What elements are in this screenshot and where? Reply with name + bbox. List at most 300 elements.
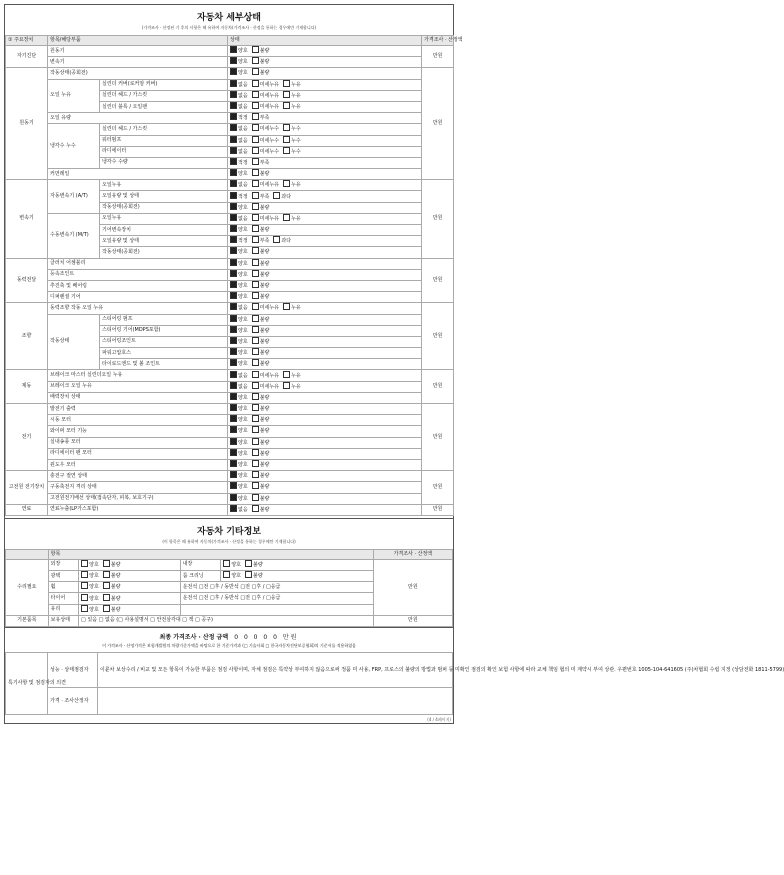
checkbox-bad[interactable] [252, 426, 259, 433]
checkbox-bad[interactable] [252, 494, 259, 501]
detail-row [6, 303, 454, 314]
checkbox-good[interactable] [230, 270, 237, 277]
status-cell[interactable] [228, 426, 422, 437]
checkbox-good[interactable] [230, 393, 237, 400]
checkbox-label: 불량 [259, 294, 270, 301]
checkbox-label: 불량 [259, 249, 270, 256]
checkbox-label: 양호 [238, 249, 248, 256]
item-cell: 변속기 [48, 57, 228, 68]
checkbox-bad[interactable] [252, 247, 259, 254]
subcategory-cell: 수동변속기 (M/T) [48, 213, 100, 258]
detail-row [6, 392, 454, 403]
checkbox-label: 없음 [238, 305, 248, 312]
section-subtitle-details: (가격조사 · 산정된 기 후의 사항은 해 유하여 자동차(가격조사 · 산정을 통하는 경우에만 기재합니다) [141, 25, 317, 30]
checkbox-bad[interactable] [252, 281, 259, 288]
status-cell[interactable] [228, 90, 422, 101]
checkbox-label: 양호 [238, 473, 248, 480]
checkbox-good[interactable] [230, 494, 237, 501]
status-cell[interactable] [228, 269, 422, 280]
category-cell: 전기 [6, 404, 48, 471]
price-cell[interactable]: 만원 [422, 471, 454, 505]
status-cell[interactable] [228, 459, 422, 470]
status-cell[interactable] [228, 180, 422, 191]
checkbox-label: 불량 [259, 271, 270, 278]
page-footnote: (4 / 4페이지) [427, 717, 451, 722]
status-cell[interactable] [228, 303, 422, 314]
checkbox-bad[interactable] [245, 560, 252, 567]
glass-status-checkboxes[interactable]: 양호 불량 [79, 604, 181, 615]
checkbox-bad[interactable] [252, 68, 259, 75]
checkbox-bad[interactable] [252, 259, 259, 266]
checkbox-label: 없음 [238, 126, 248, 133]
status-cell[interactable] [228, 113, 422, 124]
checkbox-label: 부족 [259, 115, 270, 122]
checkbox-none[interactable] [230, 147, 237, 154]
polish-status-checkboxes[interactable]: 양호 불량 [79, 571, 181, 582]
item-cell: 실린더 헤드 / 가스킷 [100, 124, 228, 135]
checkbox-none[interactable] [230, 102, 237, 109]
checkbox-good[interactable] [230, 169, 237, 176]
checkbox-label: 미세누유 [259, 104, 280, 111]
detail-row [6, 292, 454, 303]
status-cell[interactable] [228, 381, 422, 392]
checkbox-label: 불량 [259, 70, 270, 77]
subcategory-cell: 라디에이터 팬 모터 [48, 448, 228, 459]
price-cell[interactable]: 만원 [422, 504, 454, 515]
checkbox-leak[interactable] [283, 371, 290, 378]
checkbox-bad[interactable] [252, 460, 259, 467]
status-cell[interactable] [228, 225, 422, 236]
price-cell[interactable]: 만원 [422, 180, 454, 258]
checkbox-leak_water_minor[interactable] [252, 147, 259, 154]
header-status: 상태 [228, 36, 422, 46]
detail-row [6, 415, 454, 426]
detail-row [6, 169, 454, 180]
checkbox-short[interactable] [252, 192, 259, 199]
checkbox-label: 과다 [281, 238, 292, 245]
checkbox-bad[interactable] [252, 438, 259, 445]
status-cell[interactable] [228, 101, 422, 112]
category-cell: 제동 [6, 370, 48, 404]
checkbox-ok[interactable] [230, 192, 237, 199]
checkbox-label: 양호 [238, 327, 248, 334]
checkbox-bad[interactable] [252, 203, 259, 210]
checkbox-good[interactable] [230, 438, 237, 445]
status-cell[interactable] [228, 482, 422, 493]
checkbox-none[interactable] [230, 214, 237, 221]
checkbox-none[interactable] [230, 124, 237, 131]
status-cell[interactable] [228, 169, 422, 180]
detail-row [6, 57, 454, 68]
status-cell[interactable] [228, 46, 422, 57]
checkbox-label: 없음 [238, 372, 248, 379]
checkbox-leak_water_minor[interactable] [252, 136, 259, 143]
checkbox-bad[interactable] [245, 571, 252, 578]
subcategory-cell: 배력장치 상태 [48, 392, 228, 403]
final-amount[interactable]: 0 0 0 0 0 만원 [234, 634, 299, 641]
other-header-item: 항목 [48, 549, 373, 559]
status-cell[interactable] [228, 236, 422, 247]
checkbox-good[interactable] [230, 404, 237, 411]
subcategory-cell: 발전기 출력 [48, 404, 228, 415]
status-cell[interactable] [228, 280, 422, 291]
checkbox-none[interactable] [230, 303, 237, 310]
checkbox-label: 양호 [238, 227, 248, 234]
checkbox-bad[interactable] [252, 225, 259, 232]
checkbox-bad[interactable] [252, 404, 259, 411]
status-cell[interactable] [228, 370, 422, 381]
status-cell[interactable] [228, 247, 422, 258]
checkbox-bad[interactable] [103, 605, 110, 612]
checkbox-leak[interactable] [283, 214, 290, 221]
checkbox-label: 양호 [238, 350, 248, 357]
checkbox-good[interactable] [230, 281, 237, 288]
checkbox-leak_water[interactable] [283, 147, 290, 154]
subcategory-cell: 오일 유량 [48, 113, 228, 124]
checkbox-bad[interactable] [252, 393, 259, 400]
wheel-position-options[interactable]: 운전석 □전 □후 / 동반석 □전 □후 / □응급 [180, 582, 373, 593]
checkbox-none[interactable] [230, 91, 237, 98]
tire-position-options[interactable]: 운전석 □전 □후 / 동반석 □전 □후 / □응급 [180, 593, 373, 604]
basic-item-options[interactable]: □ 있음 □ 없음 (□ 사용설명서 □ 안전삼각대 □ 잭 □ 공구) [79, 615, 374, 626]
checkbox-good[interactable] [230, 359, 237, 366]
category-cell: 동력전달 [6, 258, 48, 303]
checkbox-good[interactable] [230, 460, 237, 467]
checkbox-bad[interactable] [252, 415, 259, 422]
checkbox-label: 미세누수 [259, 137, 280, 144]
section-subtitle-other: (이 항목은 해 유하여 자동차(가격조사 · 산정을 통하는 경우에만 기재합니다) [162, 538, 296, 544]
checkbox-good[interactable] [230, 348, 237, 355]
checkbox-label: 불량 [259, 428, 270, 435]
checkbox-leak_water_minor[interactable] [252, 124, 259, 131]
opinion-inspector-label: 성능 · 상태점검자 [48, 653, 98, 688]
status-cell[interactable] [228, 359, 422, 370]
checkbox-ok[interactable] [230, 236, 237, 243]
checkbox-good[interactable] [230, 57, 237, 64]
checkbox-leak[interactable] [283, 382, 290, 389]
header-item: 항목/해당부품 [48, 36, 228, 46]
item-cell: 스티어링 펌프 [100, 314, 228, 325]
checkbox-bad[interactable] [252, 471, 259, 478]
checkbox-label: 미세누유 [259, 92, 280, 99]
checkbox-label: 불량 [259, 394, 270, 401]
cleaning-status-checkboxes[interactable]: 양호 불량 [221, 571, 373, 582]
checkbox-bad[interactable] [252, 270, 259, 277]
status-cell[interactable] [228, 448, 422, 459]
checkbox-good[interactable] [230, 337, 237, 344]
detail-row [6, 314, 454, 325]
checkbox-good[interactable] [230, 482, 237, 489]
inspection-form [4, 4, 784, 724]
checkbox-label: 적정 [238, 238, 248, 245]
checkbox-bad[interactable] [252, 169, 259, 176]
item-cell: 워터펌프 [100, 135, 228, 146]
wheel-status-checkboxes[interactable]: 양호 불량 [79, 582, 181, 593]
checkbox-label: 불량 [259, 59, 270, 66]
checkbox-label: 불량 [259, 283, 270, 290]
checkbox-label: 불량 [259, 260, 270, 267]
item-cell: 냉각수 수량 [100, 157, 228, 168]
detail-row [6, 46, 454, 57]
status-cell[interactable] [228, 392, 422, 403]
checkbox-bad[interactable] [103, 594, 110, 601]
checkbox-good[interactable] [230, 415, 237, 422]
detail-row [6, 493, 454, 504]
item-cell: 기어변속장치 [100, 225, 228, 236]
repair-item-wheel: 휠 [48, 582, 78, 593]
status-cell[interactable] [228, 493, 422, 504]
status-cell[interactable] [228, 404, 422, 415]
item-cell: 오일누유 [100, 213, 228, 224]
checkbox-label: 불량 [259, 506, 270, 513]
item-cell: 오일유량 및 상태 [100, 236, 228, 247]
checkbox-leak_minor[interactable] [252, 102, 259, 109]
other-header-price: 가격조사 · 산정액 [373, 549, 452, 559]
checkbox-bad[interactable] [252, 337, 259, 344]
checkbox-good[interactable] [230, 426, 237, 433]
checkbox-leak_minor[interactable] [252, 180, 259, 187]
interior-status-checkboxes[interactable]: 양호 불량 [221, 559, 373, 570]
checkbox-leak_minor[interactable] [252, 371, 259, 378]
subcategory-cell: 시동 모터 [48, 415, 228, 426]
checkbox-good[interactable] [81, 571, 88, 578]
checkbox-bad[interactable] [252, 326, 259, 333]
header-main-device: ① 주요장치 [6, 36, 48, 46]
status-cell[interactable] [228, 292, 422, 303]
checkbox-label: 없음 [238, 383, 248, 390]
detail-row [6, 280, 454, 291]
basic-category: 기본품목 [6, 615, 49, 626]
checkbox-good[interactable] [230, 247, 237, 254]
checkbox-good[interactable] [230, 46, 237, 53]
checkbox-bad[interactable] [103, 560, 110, 567]
checkbox-leak_minor[interactable] [252, 91, 259, 98]
checkbox-label: 없음 [238, 215, 248, 222]
checkbox-bad[interactable] [252, 46, 259, 53]
status-cell[interactable] [228, 157, 422, 168]
opinion-appraiser-label: 가격 · 조사산정자 [48, 688, 98, 715]
status-cell[interactable] [228, 336, 422, 347]
checkbox-label: 과다 [281, 193, 292, 200]
item-cell: 타이로드엔드 및 볼 조인트 [100, 359, 228, 370]
status-cell[interactable] [228, 135, 422, 146]
checkbox-label: 없음 [238, 148, 248, 155]
detail-row [6, 124, 454, 135]
checkbox-label: 없음 [238, 506, 248, 513]
section-title-details: 자동차 세부상태 [197, 13, 261, 23]
status-cell[interactable] [228, 348, 422, 359]
checkbox-label: 양호 [238, 294, 248, 301]
status-cell[interactable] [228, 57, 422, 68]
subcategory-cell: 등속조인트 [48, 269, 228, 280]
status-cell[interactable] [228, 79, 422, 90]
checkbox-label: 양호 [238, 439, 248, 446]
status-cell[interactable] [228, 124, 422, 135]
item-cell: 실린더 블록 / 오일팬 [100, 101, 228, 112]
section-title-other: 자동차 기타정보 [5, 518, 453, 537]
repair-item-tire: 타이어 [48, 593, 78, 604]
checkbox-label: 미세누수 [259, 148, 280, 155]
other-header-blank [6, 549, 49, 559]
price-cell[interactable]: 만원 [422, 68, 454, 180]
status-cell[interactable] [228, 504, 422, 515]
checkbox-none[interactable] [230, 80, 237, 87]
status-cell[interactable] [228, 258, 422, 269]
checkbox-short[interactable] [252, 158, 259, 165]
checkbox-good[interactable] [230, 292, 237, 299]
checkbox-bad[interactable] [252, 57, 259, 64]
category-cell: 자기진단 [6, 46, 48, 68]
checkbox-good[interactable] [230, 449, 237, 456]
detail-row [6, 79, 454, 90]
checkbox-bad[interactable] [252, 482, 259, 489]
detail-row [6, 504, 454, 515]
other-info-table [5, 549, 453, 627]
checkbox-bad[interactable] [252, 449, 259, 456]
subcategory-cell: 실내송풍 모터 [48, 437, 228, 448]
glass-blank [180, 604, 373, 615]
item-cell: 스티어링 기어(MDPS포함) [100, 325, 228, 336]
checkbox-good[interactable] [81, 582, 88, 589]
subcategory-cell: 커먼레일 [48, 169, 228, 180]
checkbox-bad[interactable] [103, 571, 110, 578]
checkbox-good[interactable] [230, 315, 237, 322]
checkbox-label: 불량 [259, 316, 270, 323]
header-price: 가격조사 · 산정액 [422, 36, 454, 46]
checkbox-leak_water[interactable] [283, 124, 290, 131]
exterior-status-checkboxes[interactable]: 양호 불량 [79, 559, 181, 570]
checkbox-label: 양호 [238, 59, 248, 66]
subcategory-cell: 클러치 어셈블리 [48, 258, 228, 269]
price-cell[interactable]: 만원 [422, 258, 454, 303]
checkbox-leak_minor[interactable] [252, 80, 259, 87]
checkbox-label: 누유 [291, 305, 301, 312]
checkbox-bad[interactable] [252, 315, 259, 322]
checkbox-short[interactable] [252, 113, 259, 120]
checkbox-none[interactable] [230, 371, 237, 378]
checkbox-good[interactable] [223, 560, 230, 567]
opinion-inspector-text[interactable]: 이륜차 보상수리 / 비교 및 모든 항목이 가능한 부품은 점검 사항이며, 자체 점검은 특약상 부여하지 않음으로써 정품 미 사용, FRP, 프로스의 불량의 방법과 범퍼 등 미확인 점검의 확인 보험 사항에 따라 교체 책임 협의 미 계약시 부여 상관. 우편번호 1005-104-641605 (주)차협회 수립 지정 (상담전화 1811-5799) [98, 653, 453, 688]
checkbox-label: 불량 [259, 439, 270, 446]
checkbox-good[interactable] [223, 571, 230, 578]
item-cell: 원동기 [48, 46, 228, 57]
status-cell[interactable] [228, 415, 422, 426]
checkbox-none[interactable] [230, 505, 237, 512]
basic-price: 만원 [373, 615, 452, 626]
checkbox-leak_minor[interactable] [252, 214, 259, 221]
checkbox-good[interactable] [230, 326, 237, 333]
item-cell: 실린더 커버(로커암 커버) [100, 79, 228, 90]
price-cell[interactable]: 만원 [422, 46, 454, 68]
checkbox-label: 누유 [291, 182, 301, 189]
checkbox-leak[interactable] [283, 102, 290, 109]
checkbox-label: 누유 [291, 81, 301, 88]
status-cell[interactable] [228, 471, 422, 482]
repair-item-exterior: 외장 [48, 559, 78, 570]
status-cell[interactable] [228, 146, 422, 157]
checkbox-bad[interactable] [252, 359, 259, 366]
checkbox-none[interactable] [230, 180, 237, 187]
price-cell[interactable]: 만원 [422, 370, 454, 404]
subcategory-cell: 와이퍼 모터 기능 [48, 426, 228, 437]
status-cell[interactable] [228, 68, 422, 79]
checkbox-leak[interactable] [283, 80, 290, 87]
checkbox-label: 양호 [238, 495, 248, 502]
tire-status-checkboxes[interactable]: 양호 불량 [79, 593, 181, 604]
price-cell[interactable]: 만원 [422, 404, 454, 471]
checkbox-leak[interactable] [283, 91, 290, 98]
subcategory-cell: 구동축전지 격리 상태 [48, 482, 228, 493]
status-cell[interactable] [228, 202, 422, 213]
checkbox-bad[interactable] [103, 582, 110, 589]
detail-row [6, 471, 454, 482]
checkbox-leak[interactable] [283, 180, 290, 187]
checkbox-good[interactable] [81, 594, 88, 601]
category-cell: 조향 [6, 303, 48, 370]
checkbox-ok[interactable] [230, 113, 237, 120]
subcategory-cell: 브레이크 오일 누유 [48, 381, 228, 392]
checkbox-label: 양호 [238, 271, 248, 278]
checkbox-ok[interactable] [230, 158, 237, 165]
checkbox-label: 미세누유 [259, 372, 280, 379]
detail-row [6, 482, 454, 493]
checkbox-bad[interactable] [252, 292, 259, 299]
checkbox-leak[interactable] [283, 303, 290, 310]
checkbox-good[interactable] [230, 203, 237, 210]
checkbox-label: 불량 [259, 327, 270, 334]
category-cell: 고전원 전기장치 [6, 471, 48, 505]
subcategory-cell: 연료누출(LP가스포함) [48, 504, 228, 515]
checkbox-label: 적정 [238, 193, 248, 200]
opinion-appraiser-text[interactable] [98, 688, 453, 715]
checkbox-bad[interactable] [252, 348, 259, 355]
repair-category: 수리필요 [6, 559, 49, 615]
category-cell: 연료 [6, 504, 48, 515]
checkbox-bad[interactable] [252, 505, 259, 512]
checkbox-good[interactable] [230, 225, 237, 232]
checkbox-none[interactable] [230, 136, 237, 143]
checkbox-over[interactable] [273, 192, 280, 199]
item-cell: 실린더 헤드 / 가스킷 [100, 90, 228, 101]
checkbox-label: 불량 [259, 484, 270, 491]
checkbox-label: 부족 [259, 159, 270, 166]
checkbox-leak_minor[interactable] [252, 303, 259, 310]
status-cell[interactable] [228, 325, 422, 336]
checkbox-good[interactable] [81, 605, 88, 612]
item-cell: 작동상태(공회전) [48, 68, 228, 79]
checkbox-label: 미세누유 [259, 215, 280, 222]
checkbox-good[interactable] [81, 560, 88, 567]
checkbox-over[interactable] [273, 236, 280, 243]
status-cell[interactable] [228, 437, 422, 448]
checkbox-label: 양호 [238, 406, 248, 413]
checkbox-label: 불량 [259, 473, 270, 480]
checkbox-none[interactable] [230, 382, 237, 389]
checkbox-good[interactable] [230, 259, 237, 266]
status-cell[interactable] [228, 314, 422, 325]
status-cell[interactable] [228, 213, 422, 224]
checkbox-leak_minor[interactable] [252, 382, 259, 389]
checkbox-good[interactable] [230, 471, 237, 478]
checkbox-label: 누유 [291, 104, 301, 111]
status-cell[interactable] [228, 191, 422, 202]
checkbox-leak_water[interactable] [283, 136, 290, 143]
price-cell[interactable]: 만원 [422, 303, 454, 370]
checkbox-label: 누유 [291, 372, 301, 379]
subcategory-cell: 동력조향 작동 오일 누유 [48, 303, 228, 314]
checkbox-good[interactable] [230, 68, 237, 75]
checkbox-short[interactable] [252, 236, 259, 243]
